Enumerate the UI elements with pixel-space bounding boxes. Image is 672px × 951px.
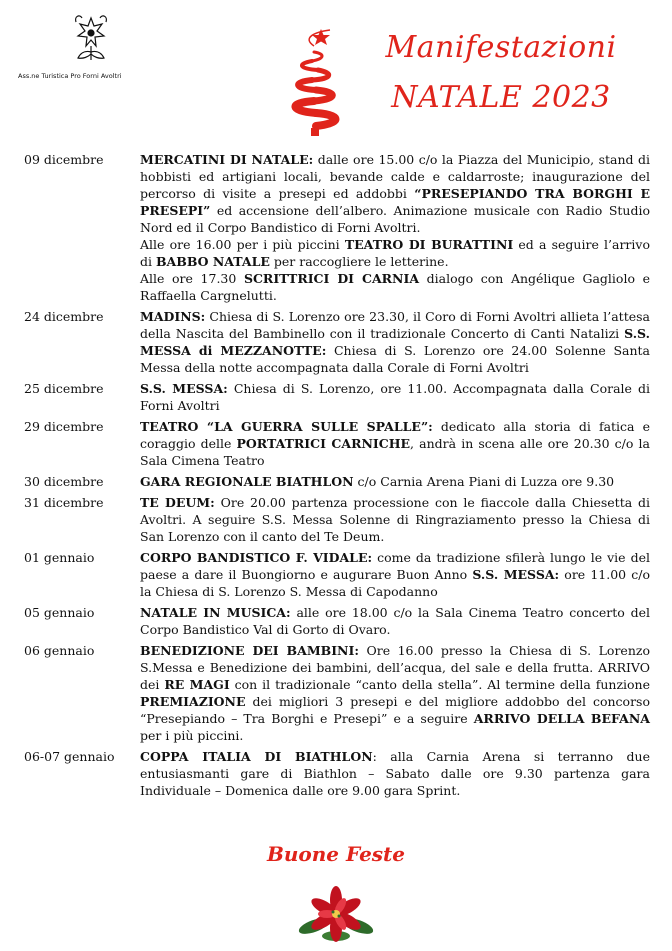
event-date: 31 dicembre <box>24 495 104 510</box>
event-row <box>24 380 650 414</box>
event-row <box>24 549 650 600</box>
events-list <box>24 151 650 803</box>
event-row <box>24 308 650 376</box>
event-highlight: PREMIAZIONE <box>140 694 246 709</box>
event-paragraph <box>140 151 650 236</box>
event-date: 29 dicembre <box>24 419 104 434</box>
event-text: Alle ore 16.00 per i più piccini <box>140 237 345 252</box>
event-text: Chiesa di S. Lorenzo, ore 11.00. Accompagnata dalla Corale di Forni Avoltri <box>140 381 650 413</box>
event-text: c/o Carnia Arena Piani di Luzza ore 9.30 <box>353 474 615 489</box>
event-text: dedicato alla storia di fatica e coraggio delle <box>140 419 651 451</box>
event-paragraph <box>140 748 650 799</box>
event-paragraph <box>140 380 650 414</box>
event-date: 06-07 gennaio <box>24 749 115 764</box>
event-row <box>24 473 650 490</box>
event-row <box>24 418 650 469</box>
event-highlight: NATALE IN MUSICA: <box>140 605 291 620</box>
event-text: dalle ore 15.00 c/o la Piazza del Municipio, stand di hobbisti ed artigiani locali, bevande calde e caldarroste; inaugurazione del percorso di visite a presepi ed addobbi <box>140 152 651 201</box>
event-highlight: BENEDIZIONE DEI BAMBINI: <box>140 643 359 658</box>
event-text: con il tradizionale “canto della stella”. Al termine della funzione <box>229 677 651 692</box>
event-text: dialogo con Angélique Gagliolo e Raffaella Cargnelutti. <box>140 271 650 303</box>
event-description <box>140 748 650 799</box>
event-text: Chiesa di S. Lorenzo ore 23.30, il Coro di Forni Avoltri allieta l’attesa della Nascita del Bambinello con il tradizionale Concerto di Canti Natalizi <box>140 309 650 341</box>
event-date: 25 dicembre <box>24 381 104 396</box>
event-text: , andrà in scena alle ore 20.30 c/o la Sala Cimena Teatro <box>140 436 650 468</box>
event-description <box>140 642 650 744</box>
event-description <box>140 473 650 490</box>
title-line-1: Manifestazioni <box>385 30 617 65</box>
event-highlight: CORPO BANDISTICO F. VIDALE: <box>140 550 373 565</box>
event-date: 24 dicembre <box>24 309 104 324</box>
event-description <box>140 151 650 304</box>
event-paragraph <box>140 308 650 376</box>
event-description <box>140 418 650 469</box>
event-date: 05 gennaio <box>24 605 95 620</box>
title-line-2: NATALE 2023 <box>391 80 611 115</box>
event-text: dei migliori 3 presepi e del migliore addobbo del concorso “Presepiando – Tra Borghi e Presepi” e a seguire <box>140 694 650 726</box>
event-text: per raccogliere le letterine. <box>269 254 449 269</box>
event-description <box>140 380 650 414</box>
event-text: Chiesa di S. Lorenzo ore 24.00 Solenne Santa Messa della notte accompagnata dalla Corale di Forni Avoltri <box>140 343 650 375</box>
event-highlight: PORTATRICI CARNICHE <box>236 436 411 451</box>
event-text: ed accensione dell’albero. Animazione musicale con Radio Studio Nord ed il Corpo Bandistico di Forni Avoltri. <box>140 203 650 235</box>
event-highlight: MERCATINI DI NATALE: <box>140 152 314 167</box>
event-highlight: ARRIVO DELLA BEFANA <box>473 711 650 726</box>
event-highlight: GARA REGIONALE BIATHLON <box>140 474 354 489</box>
event-row <box>24 494 650 545</box>
event-description <box>140 604 650 638</box>
event-highlight: MADINS: <box>140 309 206 324</box>
event-highlight: TEATRO DI BURATTINI <box>344 237 514 252</box>
event-text: Ore 20.00 partenza processione con le fiaccole dalla Chiesetta di Avoltri. A seguire S.S. Messa Solenne di Ringraziamento presso la Chiesa di San Lorenzo con il canto del Te Deum. <box>140 495 651 544</box>
event-paragraph <box>140 473 650 490</box>
event-text: : alla Carnia Arena si terranno due entusiasmanti gare di Biathlon – Sabato dalle ore 9.30 partenza gara Individuale – Domenica dalle ore 9.00 gara Sprint. <box>140 749 650 798</box>
event-paragraph <box>140 494 650 545</box>
event-row <box>24 604 650 638</box>
event-date: 01 gennaio <box>24 550 95 565</box>
event-text: come da tradizione sfilerà lungo le vie del paese a dare il Buongiorno e augurare Buon Anno <box>140 550 650 582</box>
event-paragraph <box>140 418 650 469</box>
event-row <box>24 642 650 744</box>
event-paragraph <box>140 549 650 600</box>
event-paragraph <box>140 270 650 304</box>
event-highlight: COPPA ITALIA DI BIATHLON <box>140 749 373 764</box>
event-description <box>140 549 650 600</box>
poinsettia-icon <box>286 878 386 948</box>
event-highlight: S.S. MESSA: <box>140 381 228 396</box>
event-text: per i più piccini. <box>140 728 244 743</box>
event-highlight: RE MAGI <box>164 677 230 692</box>
event-highlight: BABBO NATALE <box>155 254 270 269</box>
christmas-tree-icon <box>284 28 348 138</box>
event-date: 06 gennaio <box>24 643 95 658</box>
event-text: Ore 16.00 presso la Chiesa di S. Lorenzo S.Messa e Benedizione dei bambini, dell’acqua, del sale e della frutta. ARRIVO dei <box>140 643 650 692</box>
event-text: Alle ore 17.30 <box>140 271 244 286</box>
event-highlight: TE DEUM: <box>140 495 215 510</box>
event-paragraph <box>140 642 650 744</box>
event-text: ore 11.00 c/o la Chiesa di S. Lorenzo S. Messa di Capodanno <box>140 567 650 599</box>
event-highlight: TEATRO “LA GUERRA SULLE SPALLE”: <box>140 419 433 434</box>
event-text: alle ore 18.00 c/o la Sala Cinema Teatro concerto del Corpo Bandistico Val di Gorto di Ovaro. <box>140 605 650 637</box>
event-text: ed a seguire l’arrivo di <box>140 237 650 269</box>
star-icon <box>312 29 330 45</box>
event-highlight: S.S. MESSA: <box>472 567 560 582</box>
event-highlight: “PRESEPIANDO TRA BORGHI E PRESEPI” <box>140 186 650 218</box>
event-description <box>140 308 650 376</box>
event-paragraph <box>140 236 650 270</box>
event-date: 09 dicembre <box>24 152 104 167</box>
event-highlight: SCRITTRICI DI CARNIA <box>243 271 420 286</box>
association-name: Ass.ne Turistica Pro Forni Avoltri <box>18 72 122 80</box>
event-row <box>24 151 650 304</box>
event-description <box>140 494 650 545</box>
event-row <box>24 748 650 799</box>
event-highlight: S.S. MESSA di MEZZANOTTE: <box>140 326 650 358</box>
greeting: Buone Feste <box>266 842 406 866</box>
event-paragraph <box>140 604 650 638</box>
association-logo-icon <box>70 12 112 64</box>
event-date: 30 dicembre <box>24 474 104 489</box>
